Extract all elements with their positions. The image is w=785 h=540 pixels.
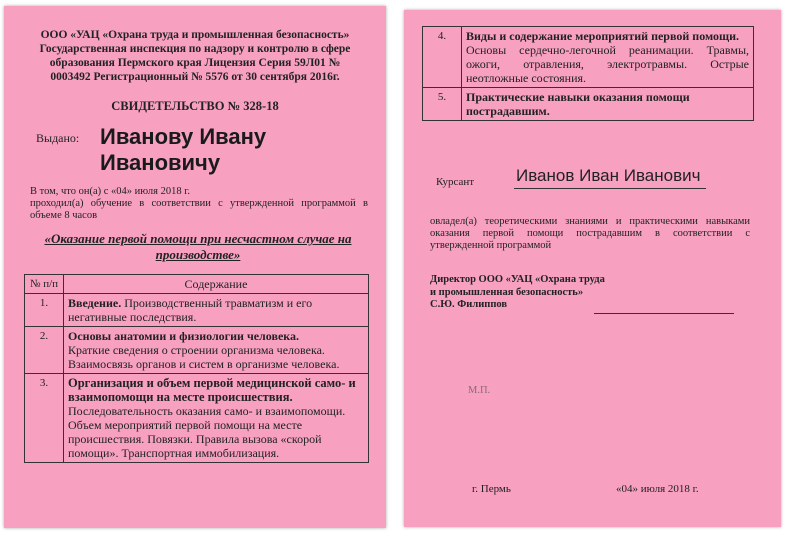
header-line: 0003492 Регистрационный № 5576 от 30 сентября 2016г. [50,71,340,83]
mastery-statement: овладел(а) теоретическими знаниями и практическими навыками оказания первой помощи пострадавшим в соответствии с утвержденной программой [430,216,750,251]
row-text: Последовательность оказания само- и взаимопомощи. Объем мероприятий первой помощи на месте происшествия. Повязки. Правила вызова «скорой помощи». Транспортная иммобилизация. [68,404,346,460]
row-number: 5. [423,88,462,121]
row-text: Основы сердечно-легочной реанимации. Травмы, ожоги, отравления, электротравмы. Острые неотложные состояния. [466,43,749,85]
issuer-header [18,28,372,84]
row-text: Краткие сведения о строении организма человека. Взаимосвязь органов и систем в организме человека. [68,343,340,371]
training-scope: проходил(а) обучение в соответствии с утвержденной программой в объеме 8 часов [30,198,368,221]
row-number: 2. [25,327,64,374]
stamp-placeholder: М.П. [468,385,491,396]
table-row [25,327,369,374]
row-title: Введение. [68,296,122,310]
header-line: образования Пермского края Лицензия Серия 59Л01 № [49,57,341,69]
certificate-title: СВИДЕТЕЛЬСТВО № 328-18 [111,99,279,113]
issue-city: г. Пермь [472,483,511,495]
row-number: 1. [25,294,64,327]
row-title: Основы анатомии и физиологии человека. [68,329,300,343]
table-header-row [25,275,369,294]
director-title-line1: Директор ООО «УАЦ «Охрана труда [430,274,605,285]
table-row [25,374,369,463]
student-name: Иванов Иван Иванович [514,166,706,189]
row-title: Организация и объем первой медицинской само- и взаимопомощи на месте происшествия. [68,376,356,404]
certificate-right-page [404,10,781,527]
table-row [423,88,754,121]
row-number: 3. [25,374,64,463]
recipient-name [100,124,266,176]
header-line: Государственная инспекция по надзору и контролю в сфере [39,43,351,55]
row-content [462,27,754,88]
row-content [462,88,754,121]
recipient-name-line2: Ивановичу [100,150,221,175]
row-number: 4. [423,27,462,88]
curriculum-table [24,274,369,463]
row-title: Практические навыки оказания помощи пострадавшим. [466,90,690,118]
director-name: С.Ю. Филиппов [430,299,508,310]
signature-line [594,313,734,314]
row-title: Виды и содержание мероприятий первой помощи. [466,29,740,43]
row-content [64,294,369,327]
training-statement [30,186,368,222]
student-label: Курсант [436,176,475,188]
issue-date: «04» июля 2018 г. [616,483,699,495]
certificate-left-page [4,6,386,528]
recipient-name-line1: Иванову Ивану [100,124,267,149]
header-line: ООО «УАЦ «Охрана труда и промышленная безопасность» [40,29,350,41]
content-header: Содержание [64,275,369,294]
curriculum-table-continued [422,26,754,121]
row-content [64,374,369,463]
director-title-line2: и промышленная безопасность» [430,286,584,298]
row-text: Производственный травматизм и его негативные последствия. [68,296,313,324]
row-content [64,327,369,374]
training-dates: В том, что он(а) с «04» июля 2018 г. [30,186,190,197]
director-block [430,274,605,312]
num-header: № п/п [25,275,64,294]
issued-label: Выдано: [36,131,80,145]
table-row [25,294,369,327]
table-row [423,27,754,88]
program-title: «Оказание первой помощи при несчастном случае на производстве» [44,231,352,262]
